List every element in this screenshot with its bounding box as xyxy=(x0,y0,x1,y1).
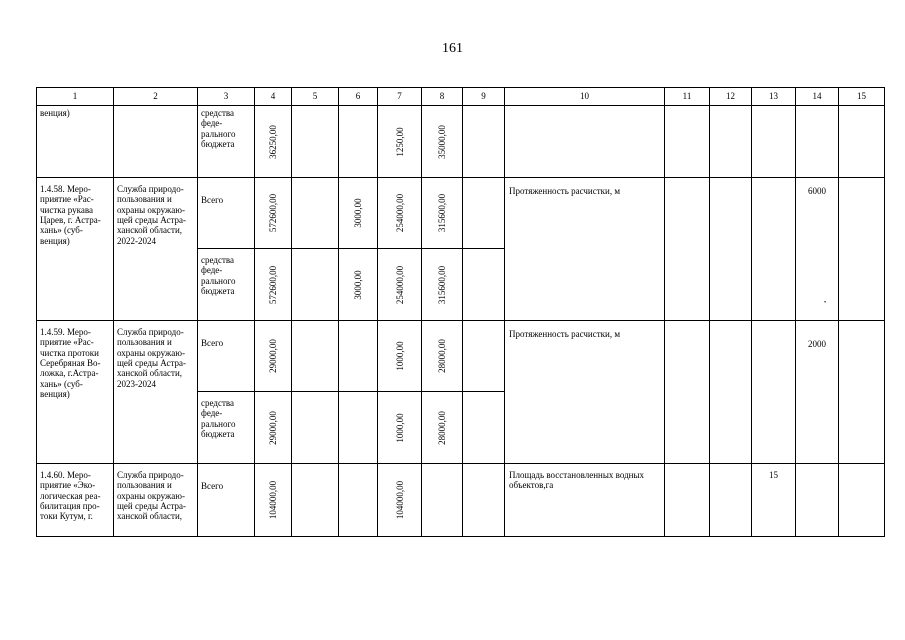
indicator-col12 xyxy=(710,178,752,321)
indicator-col15 xyxy=(839,464,885,537)
header-col-2: 2 xyxy=(114,88,198,106)
header-col-9: 9 xyxy=(463,88,505,106)
amount-col6-cell xyxy=(339,249,378,321)
indicator-col15 xyxy=(839,178,885,321)
activity-name: 1.4.58. Меро-приятие «Рас-чистка рукава Царев, г. Астра-хань» (суб-венция) xyxy=(37,178,114,321)
indicator-col11 xyxy=(665,321,710,464)
amount-total-cell xyxy=(255,106,292,178)
amount-col8: 28000,00 xyxy=(436,410,447,445)
table-row xyxy=(37,464,885,537)
amount-col8: 315600,00 xyxy=(436,193,447,233)
amount-col6: 3000,00 xyxy=(352,269,363,300)
scan-dot: • xyxy=(824,300,827,306)
funding-source: Всего xyxy=(198,464,255,537)
amount-total-cell xyxy=(255,392,292,464)
executor xyxy=(114,106,198,178)
amount-col7: 254000,00 xyxy=(394,265,405,304)
activity-name: венция) xyxy=(37,106,114,178)
amount-total: 572600,00 xyxy=(267,193,278,233)
header-col-15: 15 xyxy=(839,88,885,106)
header-col-10: 10 xyxy=(505,88,665,106)
amount-total-cell xyxy=(255,464,292,537)
amount-col7-cell xyxy=(378,178,422,249)
amount-col8-cell xyxy=(422,464,463,537)
amount-total: 29000,00 xyxy=(267,339,278,373)
amount-col7-cell xyxy=(378,249,422,321)
amount-col7: 254000,00 xyxy=(394,193,405,233)
indicator-col14 xyxy=(796,106,839,178)
indicator-col14 xyxy=(796,464,839,537)
amount-col5-cell xyxy=(292,178,339,249)
amount-col6-cell xyxy=(339,464,378,537)
amount-total: 36250,00 xyxy=(267,124,278,159)
funding-source: средства феде-рального бюджета xyxy=(198,249,255,321)
amount-col9-cell xyxy=(463,321,505,392)
amount-col6-cell xyxy=(339,392,378,464)
header-col-7: 7 xyxy=(378,88,422,106)
amount-total-cell xyxy=(255,321,292,392)
amount-col6-cell xyxy=(339,321,378,392)
budget-table xyxy=(36,87,885,537)
executor: Служба природо-пользования и охраны окружаю-щей среды Астра-ханской области, 2023-2024 xyxy=(114,321,198,464)
amount-total-cell xyxy=(255,178,292,249)
amount-col8-cell xyxy=(422,321,463,392)
amount-col8: 315600,00 xyxy=(436,265,447,304)
indicator-col13 xyxy=(752,321,796,464)
amount-col8-cell xyxy=(422,106,463,178)
amount-col6-cell xyxy=(339,106,378,178)
amount-col9-cell xyxy=(463,464,505,537)
activity-name: 1.4.60. Меро-приятие «Эко-логическая реа-билитация про-токи Кутум, г. xyxy=(37,464,114,537)
indicator-col13: 15 xyxy=(752,464,796,537)
amount-col5-cell xyxy=(292,392,339,464)
funding-source: средства феде-рального бюджета xyxy=(198,106,255,178)
header-col-6: 6 xyxy=(339,88,378,106)
amount-total: 104000,00 xyxy=(267,480,278,520)
header-col-5: 5 xyxy=(292,88,339,106)
header-col-3: 3 xyxy=(198,88,255,106)
amount-col7: 1000,00 xyxy=(394,341,405,371)
amount-col7-cell xyxy=(378,321,422,392)
amount-col8-cell xyxy=(422,249,463,321)
header-col-14: 14 xyxy=(796,88,839,106)
amount-col9-cell xyxy=(463,106,505,178)
indicator-name: Площадь восстановленных водных объектов,га xyxy=(505,464,665,537)
amount-col7: 1000,00 xyxy=(394,412,405,443)
amount-col8-cell xyxy=(422,392,463,464)
amount-total: 572600,00 xyxy=(267,265,278,304)
amount-col6-cell xyxy=(339,178,378,249)
amount-col9-cell xyxy=(463,178,505,249)
amount-total: 29000,00 xyxy=(267,410,278,445)
indicator-col11 xyxy=(665,464,710,537)
header-col-13: 13 xyxy=(752,88,796,106)
amount-col6: 3000,00 xyxy=(352,198,363,228)
amount-col9-cell xyxy=(463,249,505,321)
executor: Служба природо-пользования и охраны окружаю-щей среды Астра-ханской области, 2022-2024 xyxy=(114,178,198,321)
amount-col7-cell xyxy=(378,392,422,464)
page-number: 161 xyxy=(442,41,463,56)
indicator-col15 xyxy=(839,106,885,178)
amount-col7: 1250,00 xyxy=(394,126,405,157)
indicator-name xyxy=(505,106,665,178)
amount-col7-cell xyxy=(378,106,422,178)
indicator-name: Протяженность расчистки, м xyxy=(505,178,665,321)
amount-col5-cell xyxy=(292,321,339,392)
executor: Служба природо-пользования и охраны окружаю-щей среды Астра-ханской области, xyxy=(114,464,198,537)
indicator-col15 xyxy=(839,321,885,464)
header-col-4: 4 xyxy=(255,88,292,106)
indicator-col13 xyxy=(752,178,796,321)
amount-col9-cell xyxy=(463,392,505,464)
funding-source: Всего xyxy=(198,178,255,249)
indicator-col14-value: 6000 xyxy=(808,186,826,196)
funding-source: средства феде-рального бюджета xyxy=(198,392,255,464)
funding-source: Всего xyxy=(198,321,255,392)
activity-name: 1.4.59. Меро-приятие «Рас-чистка протоки Серебряная Во-ложка, г.Астра-хань» (суб-венция) xyxy=(37,321,114,464)
table-row xyxy=(37,106,885,178)
indicator-col12 xyxy=(710,106,752,178)
amount-col5-cell xyxy=(292,464,339,537)
indicator-name: Протяженность расчистки, м xyxy=(505,321,665,464)
amount-total-cell xyxy=(255,249,292,321)
amount-col7-cell xyxy=(378,464,422,537)
indicator-col11 xyxy=(665,178,710,321)
table-row xyxy=(37,178,885,249)
header-row xyxy=(37,88,885,106)
indicator-col14: 2000 xyxy=(796,321,839,464)
header-col-11: 11 xyxy=(665,88,710,106)
amount-col5-cell xyxy=(292,106,339,178)
amount-col7: 104000,00 xyxy=(394,480,405,520)
indicator-col12 xyxy=(710,464,752,537)
amount-col8: 35000,00 xyxy=(436,124,447,159)
indicator-col14 xyxy=(796,178,839,321)
header-col-8: 8 xyxy=(422,88,463,106)
indicator-col11 xyxy=(665,106,710,178)
amount-col8: 28000,00 xyxy=(436,339,447,373)
indicator-col13 xyxy=(752,106,796,178)
indicator-col12 xyxy=(710,321,752,464)
header-col-1: 1 xyxy=(37,88,114,106)
table-row xyxy=(37,321,885,392)
amount-col8-cell xyxy=(422,178,463,249)
header-col-12: 12 xyxy=(710,88,752,106)
amount-col5-cell xyxy=(292,249,339,321)
